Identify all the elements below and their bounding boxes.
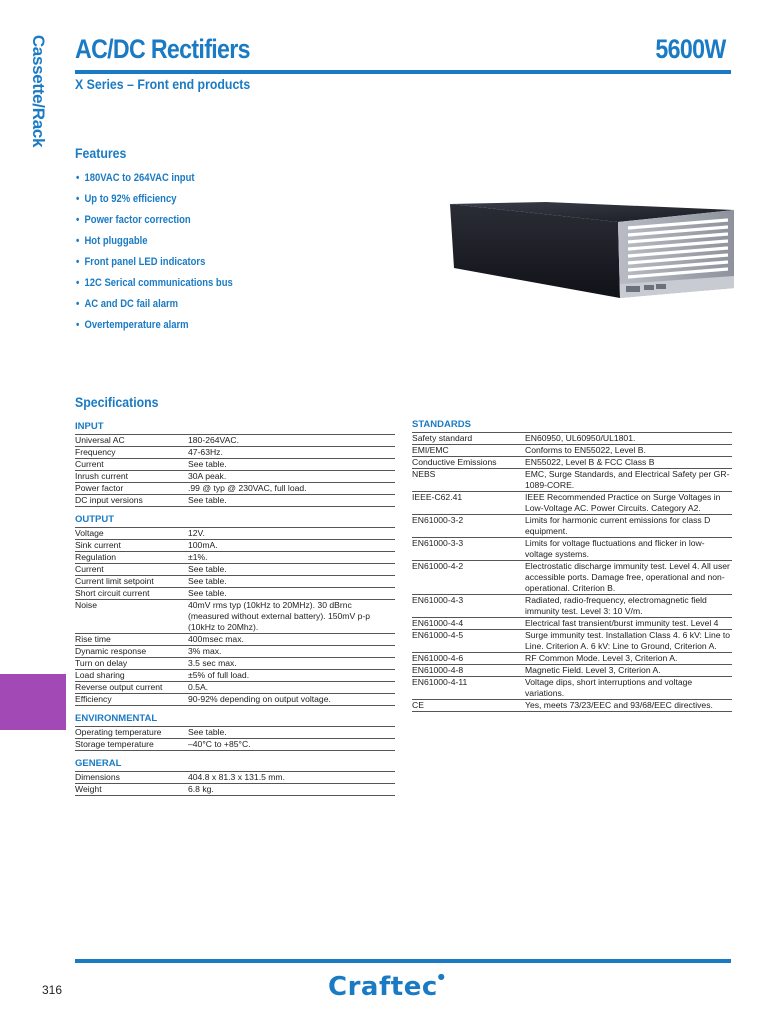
feature-item: • Front panel LED indicators: [76, 254, 233, 275]
spec-group-title: OUTPUT: [75, 514, 115, 525]
spec-value: EN55022, Level B & FCC Class B: [525, 457, 655, 467]
spec-value: 47-63Hz.: [188, 447, 223, 457]
spec-row: [75, 552, 395, 564]
spec-row: [75, 658, 395, 670]
spec-label: EN61000-4-11: [412, 677, 468, 687]
spec-label: Power factor: [75, 483, 124, 493]
spec-group-title: ENVIRONMENTAL: [75, 713, 158, 724]
spec-label: CE: [412, 700, 424, 710]
spec-value: Magnetic Field. Level 3, Criterion A.: [525, 665, 661, 675]
spec-value: Electrostatic discharge immunity test. Level 4. All user accessible ports. Damage free, operational and non-operational. Criterion B.: [525, 561, 730, 593]
spec-row: [75, 670, 395, 682]
footer-rule: [75, 959, 731, 963]
feature-item: • 180VAC to 264VAC input: [76, 170, 233, 191]
spec-row: [412, 492, 732, 515]
spec-row: [412, 618, 732, 630]
spec-row: [412, 515, 732, 538]
spec-value: ±1%.: [188, 552, 208, 562]
page-subtitle: X Series – Front end products: [75, 76, 251, 92]
specifications-heading: Specifications: [75, 394, 159, 410]
spec-row: [412, 432, 732, 445]
spec-value: 100mA.: [188, 540, 218, 550]
spec-value: See table.: [188, 564, 227, 574]
spec-label: EN61000-4-2: [412, 561, 464, 571]
spec-row: [412, 445, 732, 457]
spec-row: [75, 682, 395, 694]
spec-group-title: GENERAL: [75, 758, 122, 769]
spec-group-title: INPUT: [75, 421, 104, 432]
spec-row: [75, 459, 395, 471]
spec-label: Current: [75, 459, 104, 469]
spec-value: Voltage dips, short interruptions and voltage variations.: [525, 677, 693, 698]
spec-value: See table.: [188, 576, 227, 586]
spec-label: Current limit setpoint: [75, 576, 154, 586]
spec-value: 180-264VAC.: [188, 435, 239, 445]
header-rule: [75, 70, 731, 74]
spec-row: [412, 561, 732, 595]
side-tab-label: Cassette/Rack: [29, 34, 48, 148]
spec-value: Limits for harmonic current emissions for class D equipment.: [525, 515, 711, 536]
spec-row: [75, 576, 395, 588]
spec-label: Rise time: [75, 634, 111, 644]
spec-row: [412, 653, 732, 665]
spec-row: [412, 457, 732, 469]
spec-value: EMC, Surge Standards, and Electrical Safety per GR-1089-CORE.: [525, 469, 730, 490]
spec-row: [412, 677, 732, 700]
spec-label: Turn on delay: [75, 658, 128, 668]
spec-table: [75, 434, 395, 507]
specifications-left-column: [75, 420, 395, 796]
spec-row: [75, 471, 395, 483]
spec-label: EN61000-4-8: [412, 665, 464, 675]
feature-item: • Overtemperature alarm: [76, 317, 233, 338]
page-number: 316: [42, 983, 63, 997]
spec-row: [75, 739, 395, 751]
spec-value: See table.: [188, 459, 227, 469]
spec-label: Efficiency: [75, 694, 112, 704]
spec-label: Conductive Emissions: [412, 457, 497, 467]
spec-label: Dynamic response: [75, 646, 147, 656]
spec-label: Weight: [75, 784, 102, 794]
spec-row: [75, 447, 395, 459]
spec-value: 6.8 kg.: [188, 784, 214, 794]
spec-label: Voltage: [75, 528, 104, 538]
spec-label: Short circuit current: [75, 588, 150, 598]
feature-item: • 12C Serical communications bus: [76, 275, 233, 296]
spec-label: Regulation: [75, 552, 117, 562]
specifications-right-column: [412, 418, 732, 712]
spec-label: Sink current: [75, 540, 121, 550]
spec-row: [412, 665, 732, 677]
feature-item: • Hot pluggable: [76, 233, 233, 254]
spec-row: [75, 483, 395, 495]
spec-table: [75, 527, 395, 706]
spec-label: EN61000-3-2: [412, 515, 464, 525]
spec-value: –40°C to +85°C.: [188, 739, 251, 749]
spec-row: [412, 630, 732, 653]
spec-table: [75, 771, 395, 796]
spec-row: [75, 784, 395, 796]
spec-label: Dimensions: [75, 772, 120, 782]
spec-row: [75, 588, 395, 600]
spec-value: Yes, meets 73/23/EEC and 93/68/EEC directives.: [525, 700, 713, 710]
spec-value: ±5% of full load.: [188, 670, 250, 680]
features-list: [76, 170, 258, 338]
spec-group-title: STANDARDS: [412, 419, 471, 430]
spec-value: Radiated, radio-frequency, electromagnetic field immunity test. Level 3: 10 V/m.: [525, 595, 707, 616]
spec-label: EN61000-4-6: [412, 653, 464, 663]
spec-label: Storage temperature: [75, 739, 154, 749]
spec-row: [412, 700, 732, 712]
features-heading: Features: [75, 145, 127, 161]
spec-row: [75, 434, 395, 447]
spec-value: EN60950, UL60950/UL1801.: [525, 433, 636, 443]
spec-row: [412, 595, 732, 618]
spec-value: 90-92% depending on output voltage.: [188, 694, 331, 704]
section-side-tab: [26, 36, 50, 146]
page-title: AC/DC Rectifiers: [75, 34, 250, 64]
spec-label: EMI/EMC: [412, 445, 449, 455]
spec-label: EN61000-4-4: [412, 618, 464, 628]
spec-value: 400msec max.: [188, 634, 244, 644]
spec-row: [75, 694, 395, 706]
spec-value: Conforms to EN55022, Level B.: [525, 445, 646, 455]
spec-value: 40mV rms typ (10kHz to 20MHz). 30 dBrnc (measured without external battery). 150mV p-p (10kHz to 20Mhz).: [188, 600, 370, 632]
spec-label: EN61000-3-3: [412, 538, 464, 548]
spec-table: [75, 726, 395, 751]
feature-item: • AC and DC fail alarm: [76, 296, 233, 317]
craftec-logo: Craftec●: [328, 972, 446, 1002]
spec-row: [75, 600, 395, 634]
spec-value: Limits for voltage fluctuations and flicker in low-voltage systems.: [525, 538, 705, 559]
spec-row: [75, 527, 395, 540]
spec-value: 3% max.: [188, 646, 222, 656]
spec-label: Noise: [75, 600, 97, 610]
spec-value: RF Common Mode. Level 3, Criterion A.: [525, 653, 678, 663]
spec-value: 404.8 x 81.3 x 131.5 mm.: [188, 772, 285, 782]
spec-label: Safety standard: [412, 433, 473, 443]
spec-label: DC input versions: [75, 495, 143, 505]
spec-label: EN61000-4-5: [412, 630, 464, 640]
spec-label: Load sharing: [75, 670, 125, 680]
spec-label: EN61000-4-3: [412, 595, 464, 605]
spec-value: 0.5A.: [188, 682, 209, 692]
spec-row: [412, 469, 732, 492]
spec-row: [75, 540, 395, 552]
feature-item: • Power factor correction: [76, 212, 233, 233]
section-color-marker: [0, 674, 66, 730]
spec-table: [412, 432, 732, 712]
spec-value: .99 @ typ @ 230VAC, full load.: [188, 483, 307, 493]
spec-row: [75, 646, 395, 658]
spec-value: 30A peak.: [188, 471, 227, 481]
spec-row: [412, 538, 732, 561]
spec-value: IEEE Recommended Practice on Surge Voltages in Low-Voltage AC. Power Circuits. Category A2.: [525, 492, 721, 513]
spec-label: Current: [75, 564, 104, 574]
feature-item: • Up to 92% efficiency: [76, 191, 233, 212]
spec-row: [75, 726, 395, 739]
rectifier-product-image: [448, 200, 734, 308]
spec-value: Electrical fast transient/burst immunity test. Level 4: [525, 618, 719, 628]
spec-value: 3.5 sec max.: [188, 658, 237, 668]
spec-row: [75, 564, 395, 576]
spec-label: Universal AC: [75, 435, 125, 445]
spec-label: IEEE-C62.41: [412, 492, 463, 502]
spec-label: Frequency: [75, 447, 116, 457]
spec-value: See table.: [188, 495, 227, 505]
spec-row: [75, 771, 395, 784]
spec-label: NEBS: [412, 469, 436, 479]
spec-label: Operating temperature: [75, 727, 162, 737]
spec-row: [75, 495, 395, 507]
spec-label: Inrush current: [75, 471, 129, 481]
spec-value: Surge immunity test. Installation Class 4. 6 kV: Line to Line. Criterion A. 6 kV: Line to Ground, Criterion A.: [525, 630, 731, 651]
logo-text: Craftec: [328, 972, 438, 1002]
spec-label: Reverse output current: [75, 682, 163, 692]
power-rating: 5600W: [655, 34, 726, 64]
spec-value: See table.: [188, 588, 227, 598]
spec-value: See table.: [188, 727, 227, 737]
spec-value: 12V.: [188, 528, 205, 538]
spec-row: [75, 634, 395, 646]
